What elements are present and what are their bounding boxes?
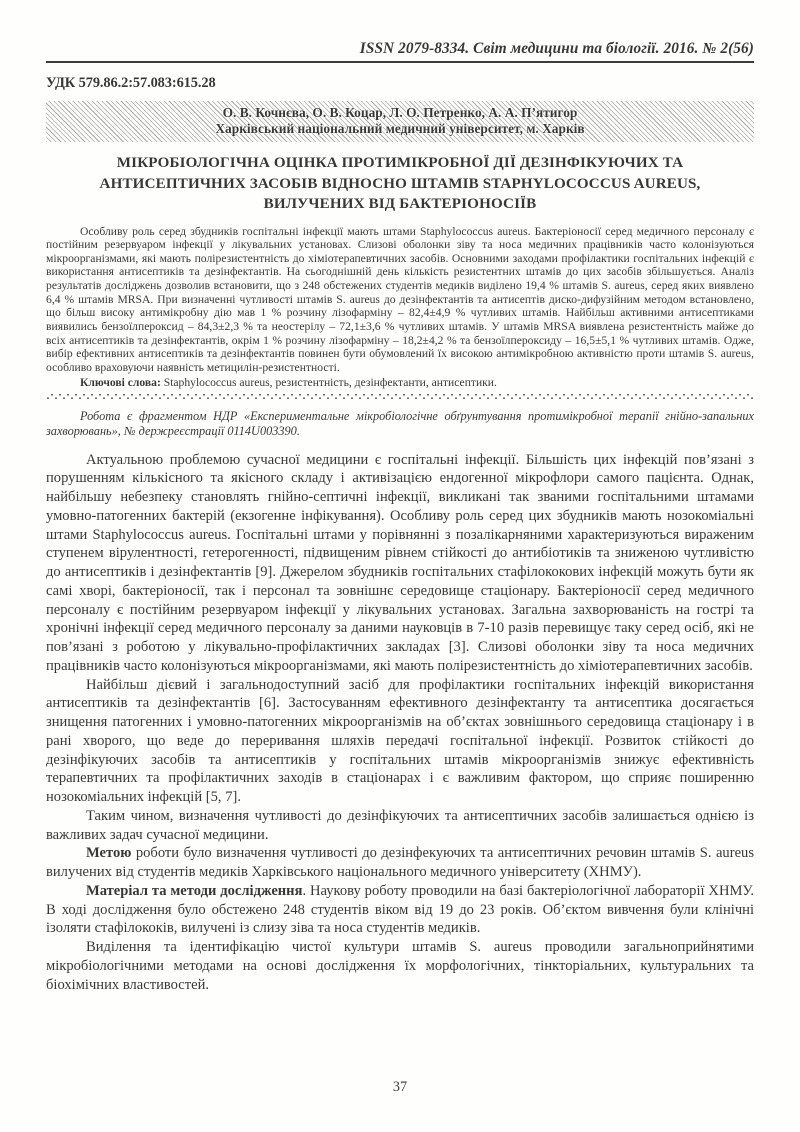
- materials-methods-text: . Наукову роботу проводили на базі бактеріологічної лабораторії ХНМУ. В ході дослідження було обстежено 248 студентів віком від 19 до 23 років. Об’єктом вивчення були клінічні ізоляти стафілококів, вилучені із слизу зіва та носа студентів медиків.: [46, 882, 754, 937]
- wavy-divider: [46, 393, 754, 400]
- paragraph-isolation: Виділення та ідентифікацію чистої культури штамів S. aureus проводили загальноприйнятими мікробіологічними методами на основі дослідження їх морфологічних, тінкторіальних, культуральних та біохімічних властивостей.: [46, 939, 754, 993]
- paragraph-conclusion-intro: Таким чином, визначення чутливості до дезінфікуючих та антисептичних засобів залишається однією із важливих задач сучасної медицини.: [46, 807, 754, 843]
- header-divider: [46, 61, 754, 63]
- title-line-2: АНТИСЕПТИЧНИХ ЗАСОБІВ ВІДНОСНО ШТАМІВ STAPHYLOCOCCUS AUREUS,: [99, 175, 701, 192]
- objective-heading: Метою: [86, 845, 132, 862]
- paragraph-materials-methods: [46, 882, 754, 938]
- abstract-text: Особливу роль серед збудників госпітальні інфекції мають штами Staphylococcus aureus. Бактеріоносії серед медичного персоналу є постійним резервуаром інфекції у лікувальних установах. Слизові оболонки зіву та носа медичних працівників часто колонізуються мікроорганізмами, які мають полірезистентність до хіміотерапевтичних засобів. Основними заходами профілактики госпітальних інфекцій є використання антисептиків та дезінфектантів. На сьогоднішній день кількість резистентних штамів до цих засобів збільшується. Аналіз результатів досліджень дозволив встановити, що з 248 обстежених студентів медиків виділено 19,4 % штамів S. aureus, серед яких виявлено 6,4 % штамів MRSA. При визначенні чутливості штамів S. aureus до дезінфектантів та антисептів диско-дифузійним методом встановлено, що більш високу антимікробну дію мав 1 % розчину лізофарміну – 82,4±4,9 % чутливих штамів. Найбільш активними антисептиками виявились бензоїлпероксид – 84,3±2,3 % та неостерілу – 72,1±3,6 % чутливих штамів. У штамів MRSA виявлена резистентність майже до всіх антисептиків та дезінфектантів, окрім 1 % розчину лізофарміну – 18,2±4,2 % та бензоїлпероксиду – 16,5±5,1 % чутливих штамів. Одже, вибір ефективних антисептиків та дезінфектантів повинен бути обумовлений їх високою антимікробною активністю проти штамів S. aureus, особливо враховуючи наявність метицилін-резистентності.: [46, 224, 754, 375]
- objective-text: роботи було визначення чутливості до дезінфекуючих та антисептичних речовин штамів S. aureus вилучених від студентів медиків Харківського національного медичного університету (ХНМУ).: [46, 845, 754, 881]
- title-line-1: МІКРОБІОЛОГІЧНА ОЦІНКА ПРОТИМІКРОБНОЇ ДІЇ ДЕЗІНФІКУЮЧИХ ТА: [116, 155, 684, 171]
- keywords-values: Staphylococcus aureus, резистентність, дезінфектанти, антисептики.: [160, 375, 497, 389]
- page-title: [46, 153, 754, 215]
- paragraph-introduction: Актуальною проблемою сучасної медицини є госпітальні інфекції. Більшість цих інфекцій пов’язані з порушенням кількісного та якісного складу і активізацією ендогенної мікрофлори самого пацієнта. Однак, найбільшу небезпеку становлять гнійно-септичні інфекції, викликані так званими госпітальними штамами умовно-патогенних бактерій (екзогенне інфікування). Особливу роль серед цих збудників мають нозокоміальні штами Staphylococcus aureus. Госпітальні штами у порівнянні з позалікарняними характеризуються вираженим ступенем вірулентності, гетерогенності, підвищеним рівнем стійкості до антибіотиків та зниженою чутливістю до антисептиків і дезінфектантів [9]. Джерелом збудників госпітальних стафілококових інфекцій можуть бути як самі хворі, бактеріоносії, так і персонал та зовнішнє середовище стаціонару. Бактеріоносії серед медичного персоналу є постійним резервуаром інфекції у лікувальних установах. Загальна захворюваність на гострі та хронічні інфекції серед медичного персоналу за даними науковців в 7-10 разів перевищує таку серед осіб, які не пов’язані з роботою у лікувально-профілактичних закладах [3]. Слизові оболонки зіву та носа медичних працівників часто колонізуються мікроорганізмами, які мають полірезистентність до хіміотерапевтичних засобів.: [46, 451, 754, 674]
- author-block: [46, 101, 754, 142]
- keywords-label: Ключові слова:: [80, 375, 161, 389]
- author-affiliation: Харківський національний медичний університет, м. Харків: [215, 121, 585, 136]
- title-line-3: ВИЛУЧЕНИХ ВІД БАКТЕРІОНОСІЇВ: [263, 196, 537, 212]
- running-head: ISSN 2079-8334. Світ медицини та біології. 2016. № 2(56): [359, 40, 754, 57]
- body-text: [46, 451, 754, 995]
- author-names: О. В. Кочнєва, О. В. Коцар, Л. О. Петренко, А. А. П’ятигор: [222, 105, 578, 120]
- udc-code: УДК 579.86.2:57.083:615.28: [46, 75, 216, 91]
- paragraph-objective: [46, 844, 754, 882]
- paragraph-antiseptics: Найбільш дієвий і загальнодоступний засіб для профілактики госпітальних інфекцій використання антисептиків та дезінфектантів [6]. Застосуванням ефективного дезінфектанту та антисептика досягається знищення патогенних і умовно-патогенних мікроорганізмів на об’єктах зовнішнього середовища стаціонару і в рані хворого, що веде до переривання шляхів передачі госпітальної інфекції. Розвиток стійкості до дезінфікуючих засобів та антисептиків у госпітальних штамів мікроорганізмів знижує ефективність терапевтичних та профілактичних заходів в стаціонарах і є важливим фактором, що сприяє поширенню нозокоміальних інфекцій [5, 7].: [46, 676, 754, 806]
- funding-note: Робота є фрагментом НДР «Експериментальне мікробіологічне обґрунтування протимікробної терапії гнійно-запальних захворювань», № держреєстрації 0114U003390.: [46, 408, 754, 439]
- materials-methods-heading: Матеріал та методи дослідження: [86, 882, 303, 899]
- page-number: 37: [392, 1079, 408, 1095]
- page-content: [46, 40, 754, 994]
- keywords-line: [46, 376, 754, 390]
